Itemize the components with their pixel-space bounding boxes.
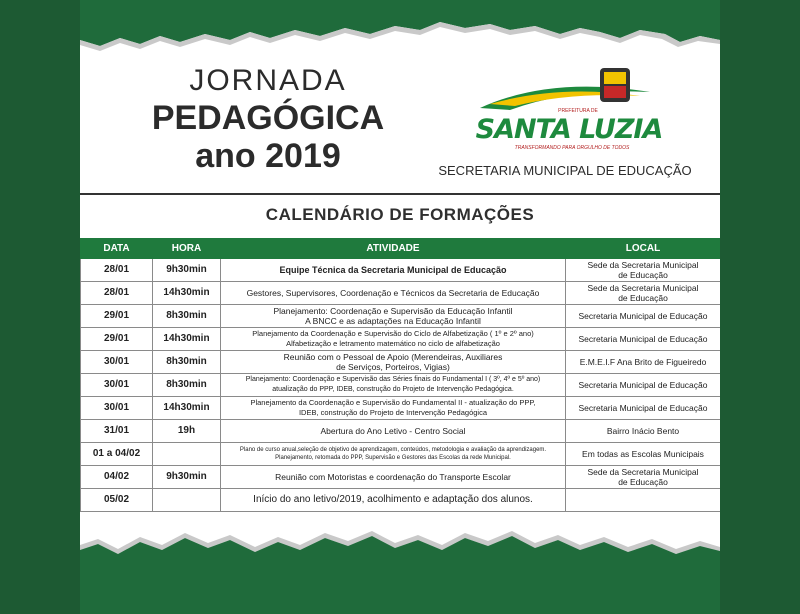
cell-hora [153,443,221,466]
cell-data: 30/01 [81,374,153,397]
cell-hora: 9h30min [153,259,221,282]
table-row [81,259,721,282]
cell-hora: 8h30min [153,305,221,328]
cell-local: E.M.E.I.F Ana Brito de Figueiredo [566,351,721,374]
title-line-3: ano 2019 [195,137,341,175]
crest-icon [600,68,630,102]
cell-hora: 14h30min [153,328,221,351]
table-row [81,443,721,466]
cell-atividade: Planejamento: Coordenação e Supervisão da Educação Infantil A BNCC e as adaptações na Educação Infantil [221,305,566,328]
cell-atividade: Plano de curso anual,seleção de objetivo de aprendizagem, conteúdos, metodologia e avaliação da aprendizagem. Planejamento, retomada do PPP, Supervisão e Gestores das Escolas da rede Municipal. [221,443,566,466]
cell-hora: 14h30min [153,397,221,420]
cell-data: 29/01 [81,305,153,328]
calendar-table [80,238,720,512]
table-row [81,489,721,512]
table-row [81,305,721,328]
cell-atividade: Reunião com Motoristas e coordenação do Transporte Escolar [221,466,566,489]
cell-atividade: Gestores, Supervisores, Coordenação e Técnicos da Secretaria de Educação [221,282,566,305]
calendar-title: CALENDÁRIO DE FORMAÇÕES [265,205,535,224]
cell-local: Secretaria Municipal de Educação [566,397,721,420]
table-row [81,374,721,397]
cell-hora: 8h30min [153,351,221,374]
cell-data: 29/01 [81,328,153,351]
cell-atividade: Planejamento da Coordenação e Supervisão do Ciclo de Alfabetização ( 1º e 2º ano) Alfabetização e letramento matemático no ciclo de alfabetização [221,328,566,351]
logo-top-text: PREFEITURA DE [558,108,598,114]
torn-paper-bottom [80,515,720,614]
cell-local: Em todas as Escolas Municipais [566,443,721,466]
cell-atividade: Reunião com o Pessoal de Apoio (Merendeiras, Auxiliares de Serviços, Porteiros, Vigias) [221,351,566,374]
col-header-hora: HORA [153,239,221,259]
cell-local: Sede da Secretaria Municipal de Educação [566,259,721,282]
cell-local: Sede da Secretaria Municipal de Educação [566,466,721,489]
col-header-local: LOCAL [566,239,721,259]
table-row [81,466,721,489]
torn-paper-top [80,0,720,70]
secretaria-label: SECRETARIA MUNICIPAL DE EDUCAÇÃO [438,163,692,178]
cell-data: 31/01 [81,420,153,443]
cell-data: 30/01 [81,397,153,420]
table-row [81,351,721,374]
col-header-data: DATA [81,239,153,259]
cell-data: 30/01 [81,351,153,374]
cell-data: 01 a 04/02 [81,443,153,466]
cell-data: 28/01 [81,259,153,282]
cell-local: Secretaria Municipal de Educação [566,374,721,397]
cell-data: 28/01 [81,282,153,305]
cell-hora: 19h [153,420,221,443]
cell-data: 05/02 [81,489,153,512]
table-row [81,328,721,351]
col-header-atividade: ATIVIDADE [221,239,566,259]
table-row [81,420,721,443]
cell-hora: 14h30min [153,282,221,305]
cell-atividade: Planejamento: Coordenação e Supervisão das Séries finais do Fundamental I ( 3º, 4º e 5º ano) atualização do PPP, IDEB, construção do Projeto de Intervenção Pedagógica. [221,374,566,397]
cell-atividade: Planejamento da Coordenação e Supervisão do Fundamental II - atualização do PPP, IDEB, construção do Projeto de Intervenção Pedagógica [221,397,566,420]
cell-atividade: Equipe Técnica da Secretaria Municipal de Educação [221,259,566,282]
cell-local: Bairro Inácio Bento [566,420,721,443]
cell-data: 04/02 [81,466,153,489]
left-border [0,0,80,614]
logo-tagline: TRANSFORMANDO PARA ORGULHO DE TODOS [514,145,630,151]
event-title [138,63,398,175]
title-line-1: JORNADA [189,64,347,97]
cell-hora: 9h30min [153,466,221,489]
cell-local [566,489,721,512]
cell-hora: 8h30min [153,374,221,397]
cell-atividade: Início do ano letivo/2019, acolhimento e adaptação dos alunos. [221,489,566,512]
table-row [81,397,721,420]
cell-local: Sede da Secretaria Municipal de Educação [566,282,721,305]
cell-hora [153,489,221,512]
poster-sheet [80,0,720,614]
logo-name: SANTA LUZIA [475,114,663,145]
table-row [81,282,721,305]
cell-atividade: Abertura do Ano Letivo - Centro Social [221,420,566,443]
table-header-row [81,239,721,259]
title-line-2: PEDAGÓGICA [151,99,385,137]
header-divider [80,193,720,195]
right-border [720,0,800,614]
cell-local: Secretaria Municipal de Educação [566,305,721,328]
cell-local: Secretaria Municipal de Educação [566,328,721,351]
